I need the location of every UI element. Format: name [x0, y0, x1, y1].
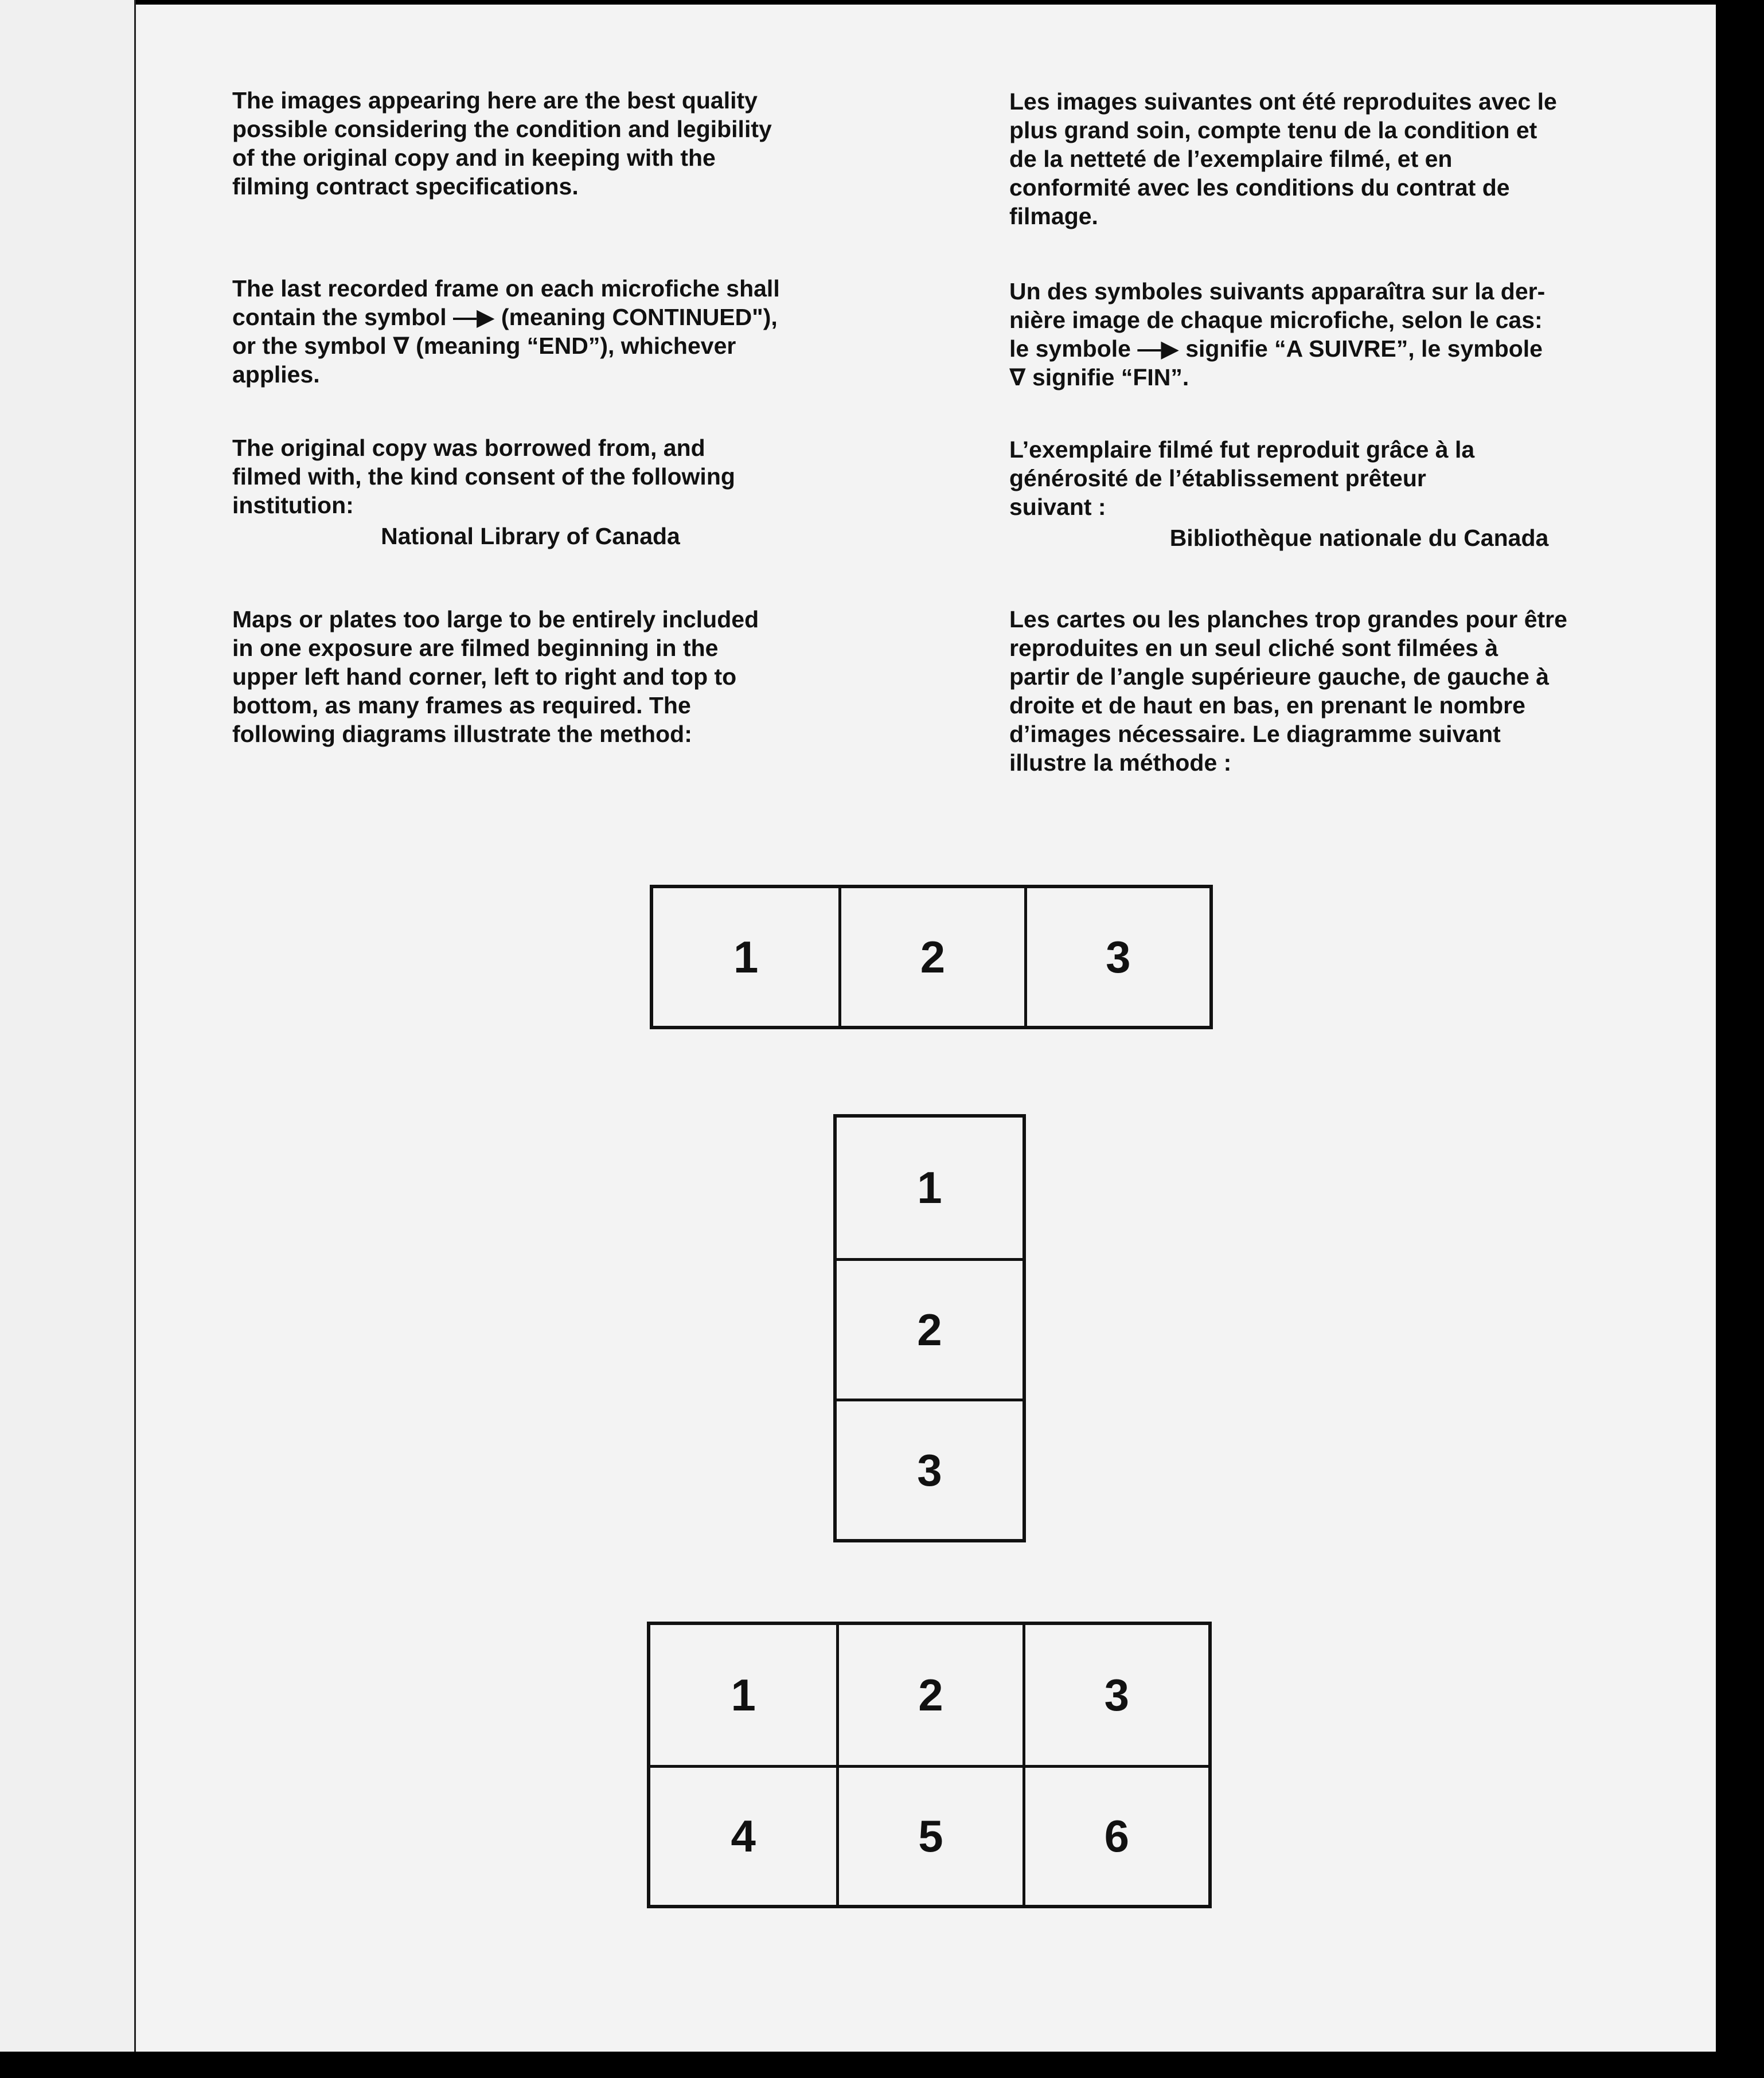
diagram-vertical-three-frames	[833, 1114, 1026, 1542]
diagram-horizontal-three-frames	[650, 885, 1213, 1029]
frame-cell: 4	[650, 1765, 836, 1905]
frame-cell: 3	[1023, 1625, 1208, 1765]
frame-cell: 2	[836, 1625, 1022, 1765]
english-quality-paragraph: The images appearing here are the best quality possible considering the condition and legibility of the original copy and in keeping with the filming contract specifications.	[232, 87, 772, 200]
frame-cell: 3	[1024, 888, 1209, 1026]
scan-right-border	[1716, 0, 1764, 2078]
scan-top-border	[0, 0, 1764, 5]
english-institution-paragraph: The original copy was borrowed from, and filmed with, the kind consent of the following institution:	[232, 435, 735, 518]
english-maps-paragraph: Maps or plates too large to be entirely included in one exposure are filmed beginning in the upper left hand corner, left to right and top to bottom, as many frames as required. The following diagrams illustrate the method:	[232, 606, 759, 747]
french-institution-paragraph: L’exemplaire filmé fut reproduit grâce à la générosité de l’établissement prêteur suivant :	[1009, 436, 1475, 520]
frame-cell: 2	[837, 1258, 1023, 1399]
frame-cell: 2	[838, 888, 1024, 1026]
frame-cell: 6	[1023, 1765, 1208, 1905]
french-maps-paragraph: Les cartes ou les planches trop grandes pour être reproduites en un seul cliché sont filmées à partir de l’angle supérieure gauche, de gauche à droite et de haut en bas, en prenant le nombre d’images nécessaire. Le diagramme suivant illustre la méthode :	[1009, 606, 1567, 776]
english-institution-name: National Library of Canada	[381, 523, 680, 549]
french-institution-name: Bibliothèque nationale du Canada	[1169, 525, 1549, 551]
frame-cell: 1	[731, 1669, 756, 1720]
french-quality-paragraph: Les images suivantes ont été reproduites avec le plus grand soin, compte tenu de la condition et de la netteté de l’exemplaire filmé, et en conformité avec les conditions du contrat de filmage.	[1009, 88, 1557, 229]
diagram-two-by-three-frames	[647, 1622, 1212, 1908]
frame-cell: 3	[837, 1399, 1023, 1539]
french-symbol-paragraph: Un des symboles suivants apparaîtra sur la der- nière image de chaque microfiche, selon le cas: le symbole —▶ signifie “A SUIVRE”, le symbole ∇ signifie “FIN”.	[1009, 278, 1546, 390]
scan-left-margin	[0, 0, 136, 2078]
frame-cell: 5	[836, 1765, 1022, 1905]
frame-cell: 1	[733, 931, 759, 982]
english-symbol-paragraph: The last recorded frame on each microfiche shall contain the symbol —▶ (meaning CONTINUED"), or the symbol ∇ (meaning “END”), whichever applies.	[232, 275, 780, 388]
frame-cell: 1	[917, 1162, 942, 1213]
scan-bottom-border	[0, 2052, 1764, 2078]
